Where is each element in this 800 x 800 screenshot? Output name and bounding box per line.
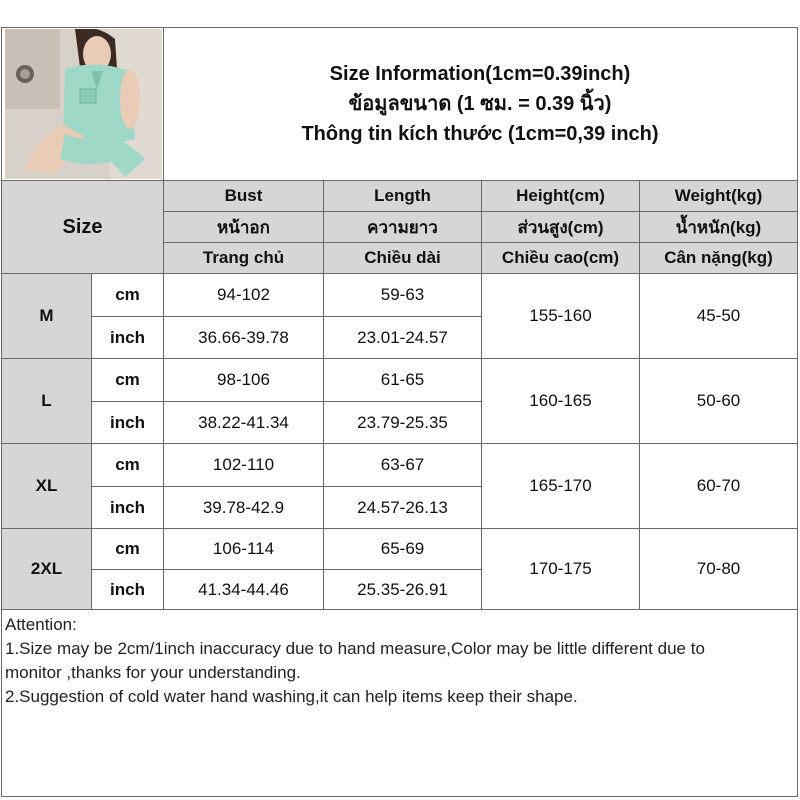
length-header-th: ความยาว: [367, 217, 438, 237]
height-header-en: Height(cm): [516, 186, 605, 205]
model-illustration: [5, 29, 162, 179]
weight-l: 50-60: [696, 391, 741, 410]
grid-line: [91, 569, 482, 570]
unit-inch-2xl: inch: [110, 579, 145, 599]
grid-line: [639, 180, 640, 609]
height-xl: 165-170: [529, 476, 592, 495]
grid-line: [323, 180, 324, 609]
weight-2xl: 70-80: [696, 559, 741, 578]
height-2xl: 170-175: [529, 559, 592, 578]
height-l: 160-165: [529, 391, 592, 410]
unit-cm-xl: cm: [115, 455, 140, 474]
size-label-xl: XL: [35, 476, 58, 495]
length-inch-xl: 24.57-26.13: [357, 497, 448, 517]
weight-header-en: Weight(kg): [674, 186, 763, 205]
grid-line: [91, 486, 482, 487]
bust-header-vi: Trang chủ: [202, 248, 285, 267]
grid-line: [481, 180, 482, 609]
unit-cm-2xl: cm: [115, 539, 140, 558]
product-photo: [5, 29, 162, 179]
unit-cm-l: cm: [115, 370, 140, 389]
bust-cm-m: 94-102: [217, 285, 270, 304]
length-inch-2xl: 25.35-26.91: [357, 579, 448, 599]
weight-header-th: น้ำหนัก(kg): [675, 217, 762, 237]
grid-line: [91, 316, 482, 317]
unit-inch-xl: inch: [110, 497, 145, 517]
grid-line: [2, 180, 798, 181]
height-header-vi: Chiều cao(cm): [501, 248, 620, 267]
length-cm-2xl: 65-69: [380, 539, 425, 558]
title-english: Size Information(1cm=0.39inch): [329, 63, 631, 85]
attention-heading: Attention:: [5, 615, 77, 634]
bust-inch-m: 36.66-39.78: [198, 327, 289, 347]
title-thai: ข้อมูลขนาด (1 ซม. = 0.39 นิ้ว): [348, 93, 612, 115]
length-cm-l: 61-65: [380, 370, 425, 389]
bust-header-th: หน้าอก: [217, 217, 270, 237]
height-m: 155-160: [529, 306, 592, 325]
length-inch-m: 23.01-24.57: [357, 327, 448, 347]
grid-line: [2, 443, 798, 444]
unit-inch-l: inch: [110, 412, 145, 432]
unit-inch-m: inch: [110, 327, 145, 347]
weight-xl: 60-70: [696, 476, 741, 495]
size-label-2xl: 2XL: [30, 559, 63, 578]
bust-cm-xl: 102-110: [212, 455, 275, 474]
length-cm-xl: 63-67: [380, 455, 425, 474]
size-label-l: L: [41, 391, 52, 410]
attention-notes: [5, 613, 790, 709]
attention-note-2: 2.Suggestion of cold water hand washing,it can help items keep their shape.: [5, 687, 578, 706]
grid-line: [91, 401, 482, 402]
length-cm-m: 59-63: [380, 285, 425, 304]
unit-cm-m: cm: [115, 285, 140, 304]
bust-inch-2xl: 41.34-44.46: [198, 579, 289, 599]
attention-note-1b: monitor ,thanks for your understanding.: [5, 663, 301, 682]
length-header-en: Length: [374, 186, 431, 205]
title-vietnamese: Thông tin kích thước (1cm=0,39 inch): [301, 123, 659, 145]
grid-line: [2, 609, 798, 610]
length-header-vi: Chiều dài: [364, 248, 441, 267]
size-header: Size: [62, 215, 103, 238]
title-block: [163, 28, 797, 180]
weight-header-vi: Cân nặng(kg): [664, 248, 773, 267]
height-header-th: ส่วนสูง(cm): [517, 217, 604, 237]
bust-header-en: Bust: [224, 186, 263, 205]
bust-cm-l: 98-106: [217, 370, 270, 389]
grid-line: [2, 273, 798, 274]
weight-m: 45-50: [696, 306, 741, 325]
bust-inch-xl: 39.78-42.9: [202, 497, 285, 517]
grid-line: [2, 358, 798, 359]
grid-line: [163, 28, 164, 609]
bust-cm-2xl: 106-114: [212, 539, 275, 558]
length-inch-l: 23.79-25.35: [357, 412, 448, 432]
size-label-m: M: [39, 306, 54, 325]
grid-line: [91, 273, 92, 609]
bust-inch-l: 38.22-41.34: [198, 412, 289, 432]
attention-note-1a: 1.Size may be 2cm/1inch inaccuracy due to hand measure,Color may be little different due to: [5, 639, 705, 658]
grid-line: [2, 528, 798, 529]
